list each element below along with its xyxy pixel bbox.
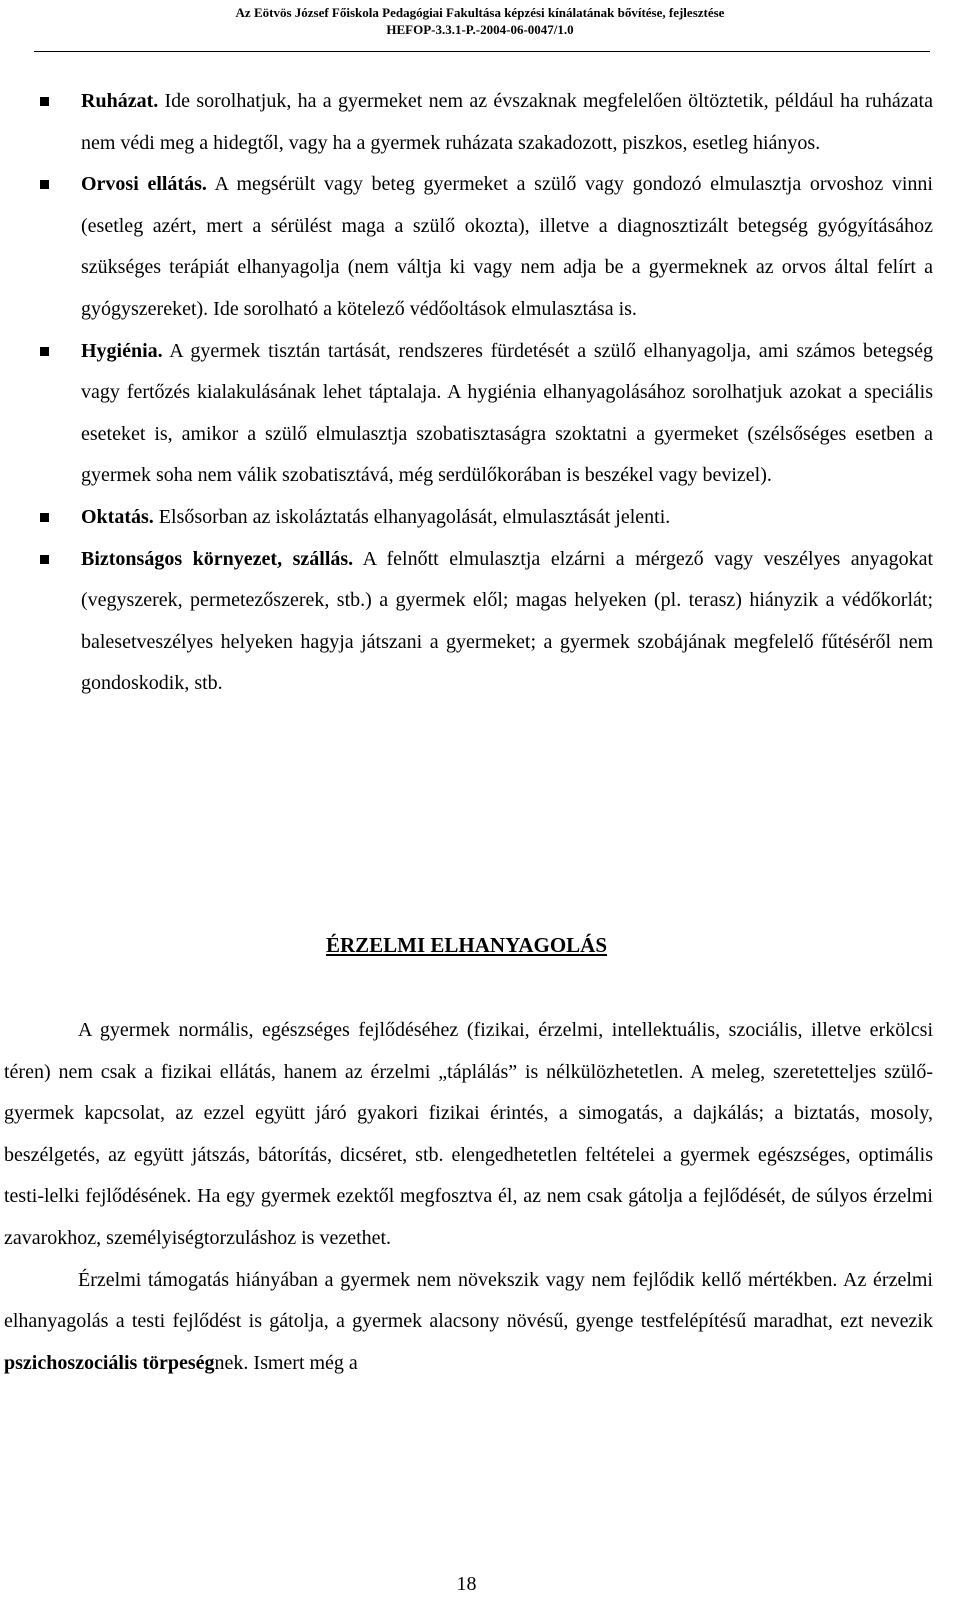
item-title: Oktatás. <box>81 505 154 528</box>
header-divider <box>34 51 930 52</box>
item-title: Ruházat. <box>81 90 159 112</box>
page-number: 18 <box>456 1573 477 1595</box>
list-item <box>40 164 933 330</box>
square-bullet-icon <box>40 555 49 564</box>
square-bullet-icon <box>40 513 49 522</box>
paragraph-1: A gyermek normális, egészséges fejlődéséhez (fizikai, érzelmi, intellektuális, szociális, illetve erkölcsi téren) nem csak a fizikai ellátás, hanem az érzelmi „táplálás” is nélkülözhetetlen. A meleg, szeretetteljes szülő-gyermek kapcsolat, az ezzel együtt járó gyakori fizikai érintés, a simogatás, a dajkálás; a biztatás, mosoly, beszélgetés, az együtt játszás, bátorítás, dicséret, stb. elengedhetetlen feltételei a gyermek egészséges, optimális testi-lelki fejlődésének. Ha egy gyermek ezektől megfosztva él, az nem csak gátolja a fejlődését, de súlyos érzelmi zavarokhoz, személyiségtorzuláshoz is vezethet. <box>4 1019 933 1249</box>
item-title: Orvosi ellátás. <box>81 173 207 196</box>
list-item <box>40 81 933 164</box>
item-text: Elsősorban az iskoláztatás elhanyagolását, elmulasztását jelenti. <box>153 505 671 528</box>
square-bullet-icon <box>40 97 49 106</box>
item-text: A felnőtt elmulasztja elzárni a mérgező vagy veszélyes anyagokat (vegyszerek, permetezőszerek, stb.) a gyermek elől; magas helyeken (pl. terasz) hiányzik a védőkorlát; balesetveszélyes helyeken hagyja játszani a gyermeket; a gyermek szobájának megfelelő fűtéséről nem gondoskodik, stb. <box>81 547 933 695</box>
header-line-1: Az Eötvös József Főiskola Pedagógiai Fakultása képzési kínálatának bővítése, fejlesztése <box>235 5 725 20</box>
neglect-types-list <box>40 81 933 705</box>
paragraph-2 <box>4 1260 933 1385</box>
term-highlight: pszichoszociális törpeség <box>4 1351 215 1374</box>
item-text: A megsérült vagy beteg gyermeket a szülő vagy gondozó elmulasztja orvoshoz vinni (esetleg azért, mert a sérülést maga a szülő okozta), illetve a diagnosztizált betegség gyógyításához szükséges terápiát elhanyagolja (nem váltja ki vagy nem adja be a gyermeknek az orvos által felírt a gyógyszereket). Ide sorolható a kötelező védőoltások elmulasztása is. <box>81 173 933 320</box>
item-text: Ide sorolhatjuk, ha a gyermeket nem az évszaknak megfelelően öltöztetik, például ha ruházata nem védi meg a hidegtől, vagy ha a gyermek ruházata szakadozott, piszkos, esetleg hiányos. <box>81 90 933 154</box>
page-header <box>0 4 960 38</box>
item-title: Biztonságos környezet, szállás. <box>81 547 354 570</box>
square-bullet-icon <box>40 180 49 189</box>
square-bullet-icon <box>40 347 49 356</box>
list-item <box>40 497 933 539</box>
item-text: A gyermek tisztán tartását, rendszeres fürdetését a szülő elhanyagolja, ami számos betegség vagy fertőzés kialakulásának lehet táptalaja. A hygiénia elhanyagolásához sorolhatjuk azokat a speciális eseteket is, amikor a szülő elmulasztja szobatisztaságra szoktatni a gyermeket (szélsőséges esetben a gyermek soha nem válik szobatisztává, még serdülőkorában is beszékel vagy bevizel). <box>81 339 933 487</box>
item-title: Hygiénia. <box>81 339 163 362</box>
paragraph-2-start: Érzelmi támogatás hiányában a gyermek nem növekszik vagy nem fejlődik kellő mértékben. Az érzelmi elhanyagolás a testi fejlődést is gátolja, a gyermek alacsony növésű, gyenge testfelépítésű maradhat, ezt nevezik <box>4 1268 933 1333</box>
list-item <box>40 539 933 705</box>
list-item <box>40 331 933 497</box>
paragraph-2-end: nek. Ismert még a <box>214 1351 358 1374</box>
header-line-2: HEFOP-3.3.1-P.-2004-06-0047/1.0 <box>386 22 574 37</box>
section-body <box>4 1010 933 1384</box>
section-heading: ÉRZELMI ELHANYAGOLÁS <box>325 933 608 957</box>
